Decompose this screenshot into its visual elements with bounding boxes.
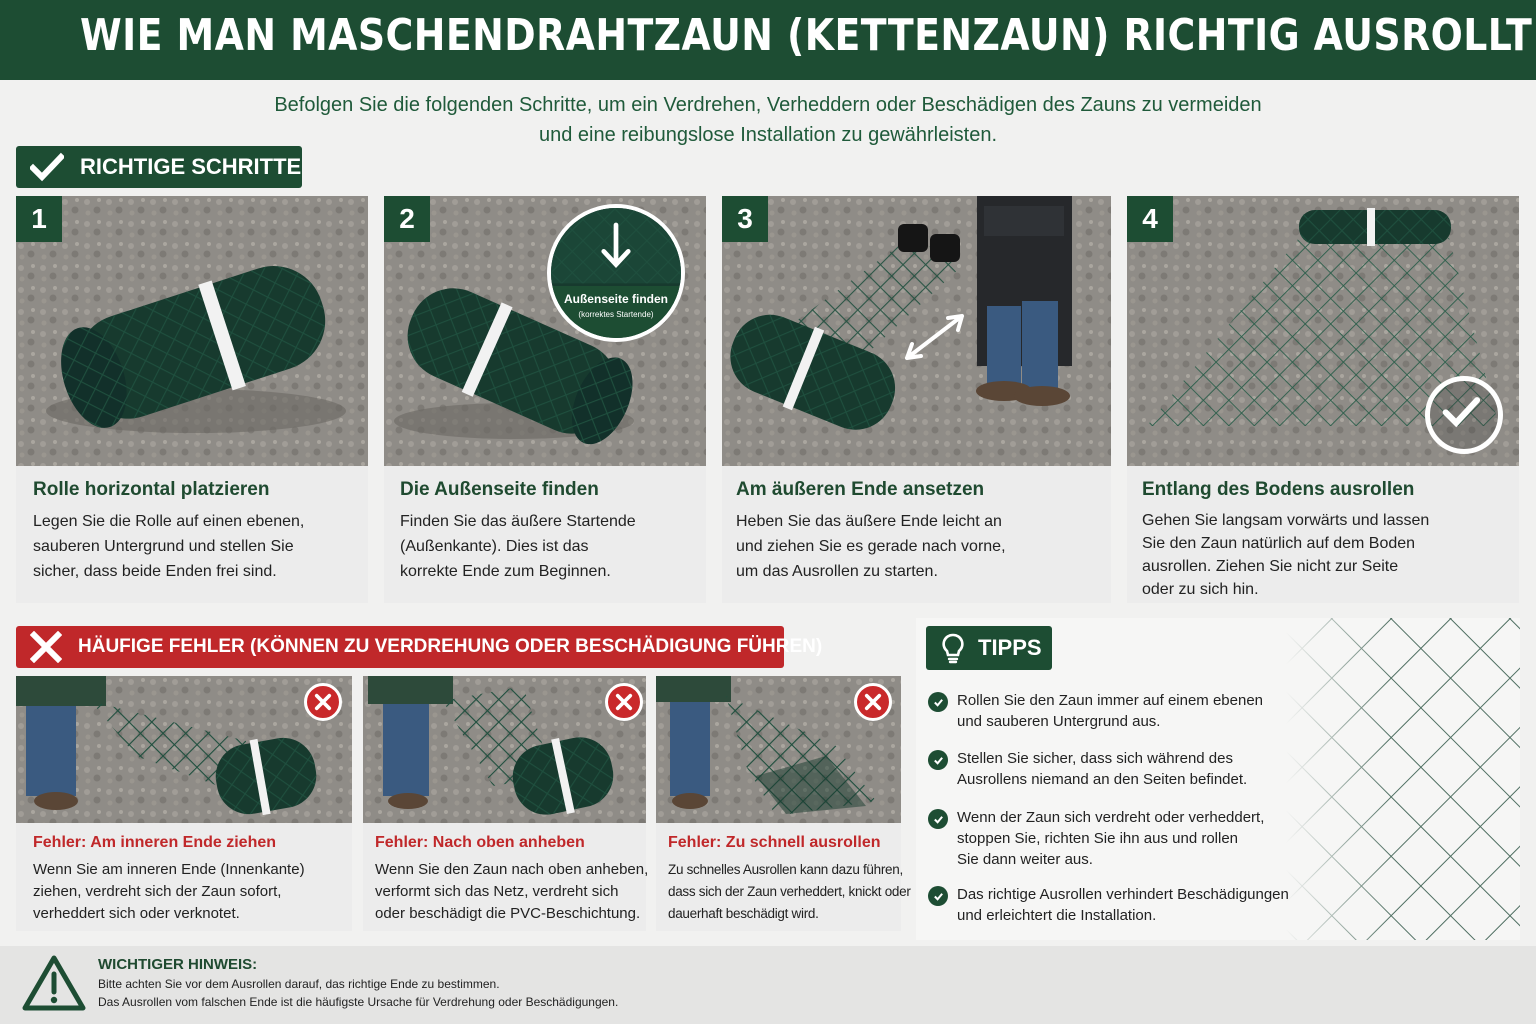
step-text-2: Finden Sie das äußere Startende (Außenkante). Dies ist das korrekte Ende zum Beginnen.: [400, 513, 636, 580]
step-title-2: Die Außenseite finden: [400, 479, 599, 500]
tip-item-2: Stellen Sie sicher, dass sich während des Ausrollens niemand an den Seiten befindet.: [928, 748, 1247, 790]
error-x-icon: [854, 683, 892, 721]
step-3-photo: [722, 196, 1111, 466]
note-line-2: Das Ausrollen vom falschen Ende ist die häufigste Ursache für Verdrehung oder Beschädigungen.: [98, 995, 619, 1009]
step-number-2: 2: [384, 196, 430, 242]
step-number-3: 3: [722, 196, 768, 242]
success-check-icon: [1425, 376, 1503, 454]
step-card-3: [722, 196, 1111, 603]
correct-steps-text: RICHTIGE SCHRITTE: [80, 154, 302, 179]
step-card-1: [16, 196, 368, 603]
outer-side-callout: [547, 204, 685, 342]
tip-item-1: Rollen Sie den Zaun immer auf einem ebenen und sauberen Untergrund aus.: [928, 690, 1263, 732]
mistake-1-photo: [16, 676, 352, 823]
warning-triangle-icon: [22, 954, 86, 1012]
mistake-2-photo: [363, 676, 646, 823]
mistakes-text: HÄUFIGE FEHLER (KÖNNEN ZU VERDREHUNG ODER BESCHÄDIGUNG FÜHREN): [78, 636, 823, 657]
tip-item-3: Wenn der Zaun sich verdreht oder verheddert, stoppen Sie, richten Sie ihn aus und rollen Sie dann weiter aus.: [928, 807, 1264, 870]
intro-text: [0, 90, 1536, 150]
step-title-1: Rolle horizontal platzieren: [33, 479, 270, 500]
header-banner: [0, 0, 1536, 80]
step-card-4: [1127, 196, 1519, 603]
step-text-3: Heben Sie das äußere Ende leicht an und ziehen Sie es gerade nach vorne, um das Ausrollen zu starten.: [736, 513, 1006, 580]
callout-title: Außenseite finden: [563, 292, 668, 306]
check-circle-icon: [928, 809, 948, 829]
step-number-1: 1: [16, 196, 62, 242]
check-circle-icon: [928, 692, 948, 712]
intro-line-2: und eine reibungslose Installation zu gewährleisten.: [538, 124, 998, 146]
mistake-card-2: [363, 676, 649, 931]
check-circle-icon: [928, 750, 948, 770]
note-title: WICHTIGER HINWEIS:: [98, 956, 258, 973]
important-note: [0, 946, 1536, 1024]
correct-steps-label: [16, 146, 302, 188]
mistake-text-2: Wenn Sie den Zaun nach oben anheben, verformt sich das Netz, verdreht sich oder beschädigt die PVC-Beschichtung.: [375, 861, 649, 922]
step-text-4: Gehen Sie langsam vorwärts und lassen Sie den Zaun natürlich auf dem Boden ausrollen. Ziehen Sie nicht zur Seite oder zu sich hin.: [1142, 512, 1430, 598]
step-number-4: 4: [1127, 196, 1173, 242]
mistake-title-1: Fehler: Am inneren Ende ziehen: [33, 834, 277, 851]
step-1-photo: [16, 196, 368, 466]
mistakes-label: [16, 626, 823, 668]
page-title: WIE MAN MASCHENDRAHTZAUN (KETTENZAUN) RICHTIG AUSROLLT: [80, 10, 1533, 61]
x-icon: [30, 631, 62, 663]
error-x-icon: [304, 683, 342, 721]
step-card-2: [384, 196, 706, 603]
error-x-icon: [605, 683, 643, 721]
callout-subtitle: (korrektes Startende): [578, 310, 654, 319]
step-text-1: Legen Sie die Rolle auf einen ebenen, sauberen Untergrund und stellen Sie sicher, dass beide Enden frei sind.: [33, 513, 305, 580]
intro-line-1: Befolgen Sie die folgenden Schritte, um ein Verdrehen, Verheddern oder Beschädigen des Zauns zu vermeiden: [274, 94, 1262, 116]
mistake-title-3: Fehler: Zu schnell ausrollen: [668, 834, 881, 851]
tips-text: TIPPS: [978, 635, 1042, 660]
tip-item-4: Das richtige Ausrollen verhindert Beschädigungen und erleichtert die Installation.: [928, 884, 1289, 926]
lightbulb-icon: [940, 632, 966, 664]
mistake-text-1: Wenn Sie am inneren Ende (Innenkante) ziehen, verdreht sich der Zaun sofort, verheddert sich oder verknotet.: [33, 861, 305, 922]
mistake-card-3: [656, 676, 911, 931]
step-title-4: Entlang des Bodens ausrollen: [1142, 479, 1415, 500]
step-title-3: Am äußeren Ende ansetzen: [736, 479, 985, 500]
mistake-title-2: Fehler: Nach oben anheben: [375, 834, 585, 851]
note-line-1: Bitte achten Sie vor dem Ausrollen darauf, das richtige Ende zu bestimmen.: [98, 977, 500, 991]
check-circle-icon: [928, 886, 948, 906]
mistake-card-1: [16, 676, 352, 931]
mistake-text-3: Zu schnelles Ausrollen kann dazu führen, dass sich der Zaun verheddert, knickt oder dauerhaft beschädigt wird.: [668, 862, 911, 921]
tips-label: [926, 626, 1052, 670]
tips-section: [916, 618, 1520, 940]
check-icon: [30, 152, 64, 182]
